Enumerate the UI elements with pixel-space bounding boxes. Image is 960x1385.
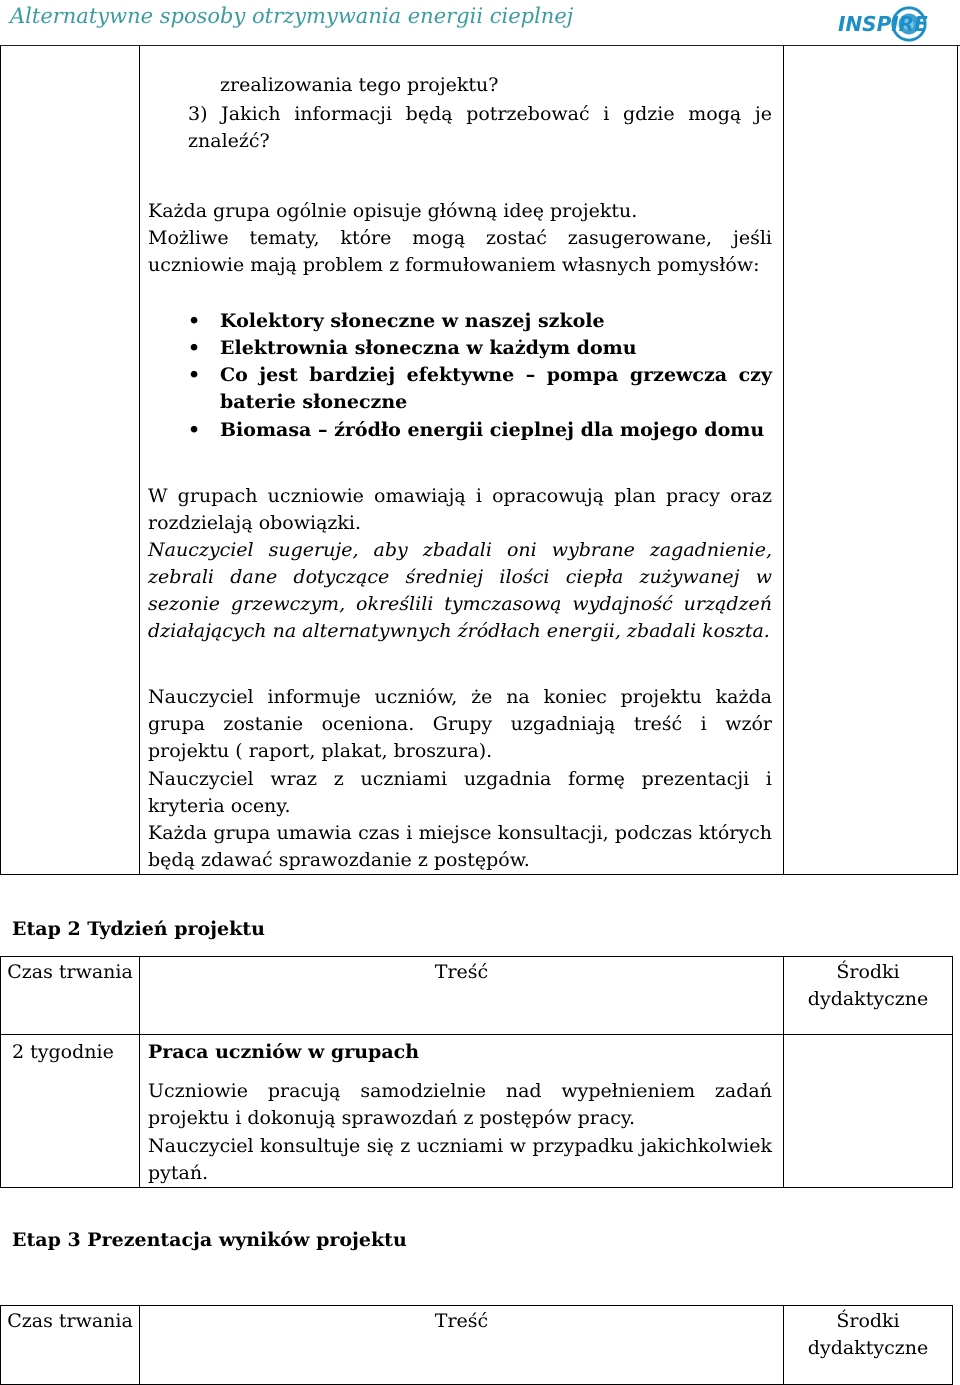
paragraph-topics: Możliwe tematy, które mogą zostać zasugerowane, jeśli uczniowie mają problem z formułowaniem własnych pomysłów: (148, 227, 772, 276)
paragraph-presentation-form: Nauczyciel wraz z uczniami uzgadnia formę prezentacji i kryteria oceny. (148, 768, 772, 817)
paragraph-group-idea: Każda grupa ogólnie opisuje główną ideę projektu. (148, 200, 638, 222)
column-divider (139, 957, 140, 1187)
bullet-icon: • (188, 337, 201, 359)
topic-item: Elektrownia słoneczna w każdym domu (220, 337, 637, 359)
column-header-materials: Środki dydaktyczne (807, 961, 929, 1010)
bullet-icon: • (188, 364, 201, 386)
column-divider (783, 46, 784, 874)
topic-item: Biomasa – źródło energii cieplnej dla mojego domu (220, 419, 765, 441)
column-header-duration: Czas trwania (7, 961, 133, 983)
list-item-3 (188, 101, 772, 155)
list-item-3-text: 3) Jakich informacji będą potrzebować i gdzie mogą je znaleźć? (188, 103, 772, 152)
logo-text: INSPIRE (838, 12, 928, 36)
paragraph-teacher-suggests: Nauczyciel sugeruje, aby zbadali oni wybrane zagadnienie, zebrali dane dotyczące średniej ilości ciepła zużywanej w sezonie grzewczym, określili tymczasową wydajność urządzeń działających na alternatywnych źródłach energii, zbadali koszta. (148, 539, 772, 642)
duration-value: 2 tygodnie (12, 1041, 114, 1063)
row-divider (1, 1034, 952, 1035)
paragraph-consultation: Każda grupa umawia czas i miejsce konsultacji, podczas których będą zdawać sprawozdanie z postępów. (148, 822, 772, 871)
topic-item: Co jest bardziej efektywne – pompa grzewcza czy baterie słoneczne (220, 364, 772, 413)
group-work-heading: Praca uczniów w grupach (148, 1041, 420, 1063)
column-header-duration: Czas trwania (7, 1310, 133, 1332)
stage2-heading: Etap 2 Tydzień projektu (12, 918, 265, 940)
stage2-table (0, 956, 953, 1188)
paragraph-plan: W grupach uczniowie omawiają i opracowują plan pracy oraz rozdzielają obowiązki. (148, 485, 772, 534)
list-item-continued: zrealizowania tego projektu? (220, 74, 499, 96)
topic-item: Kolektory słoneczne w naszej szkole (220, 310, 605, 332)
bullet-icon: • (188, 419, 201, 441)
document-header-title: Alternatywne sposoby otrzymywania energii cieplnej (10, 4, 574, 28)
column-header-materials: Środki dydaktyczne (807, 1310, 929, 1359)
paragraph-assessment: Nauczyciel informuje uczniów, że na koniec projektu każda grupa zostanie oceniona. Grupy uzgadniają treść i wzór projektu ( raport, plakat, broszura). (148, 686, 772, 762)
stage3-heading: Etap 3 Prezentacja wyników projektu (12, 1229, 407, 1251)
bullet-icon: • (188, 310, 201, 332)
column-header-content: Treść (434, 961, 489, 983)
teacher-consults-text: Nauczyciel konsultuje się z uczniami w przypadku jakichkolwiek pytań. (148, 1135, 772, 1184)
stage3-table (0, 1305, 953, 1385)
column-header-content: Treść (434, 1310, 489, 1332)
group-work-text: Uczniowie pracują samodzielnie nad wypełnieniem zadań projektu i dokonują sprawozdań z postępów pracy. (148, 1080, 772, 1129)
column-divider (139, 46, 140, 874)
